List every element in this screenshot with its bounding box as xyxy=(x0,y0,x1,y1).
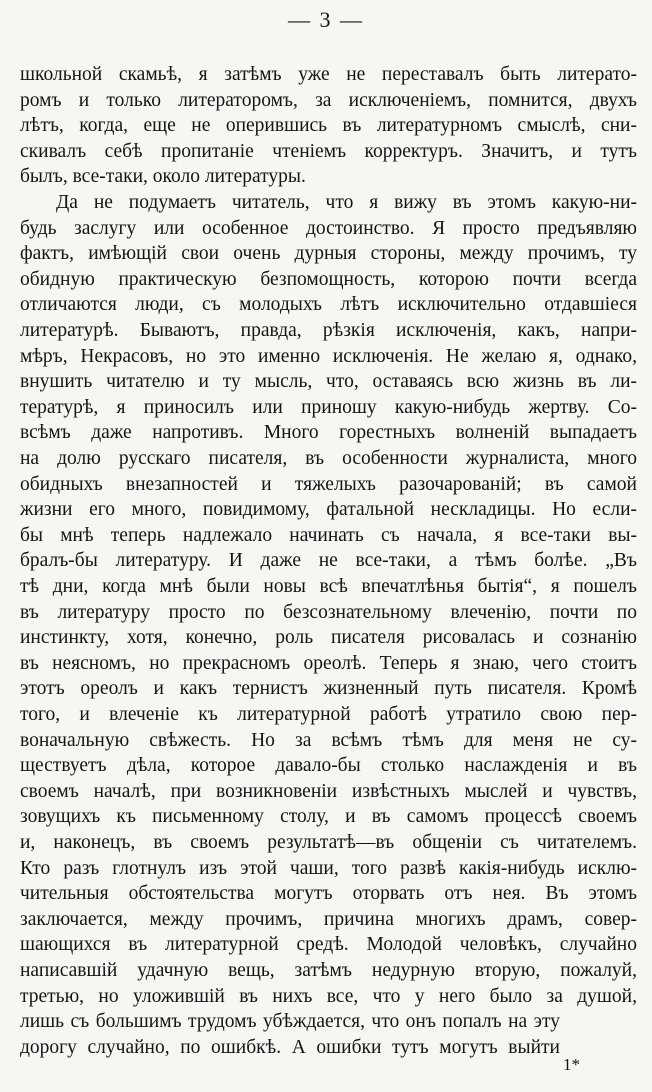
text-line: литературѣ. Бываютъ, правда, рѣзкія исключенія, какъ, напри- xyxy=(20,320,637,341)
text-line: внушить читателю и ту мысль, что, оставаясь всю жизнь въ ли- xyxy=(20,371,637,393)
text-line: фактъ, имѣющій свои очень дурныя стороны, между прочимъ, ту xyxy=(20,243,637,265)
text-line: ществуетъ дѣла, которое давало-бы столько наслажденія и въ xyxy=(20,755,637,777)
text-line: тѣ дни, когда мнѣ были новы всѣ впечатлѣнья бытія“, я пошелъ xyxy=(20,576,637,597)
text-line: бралъ-бы литературу. И даже не все-таки, а тѣмъ болѣе. „Въ xyxy=(20,550,637,572)
text-line: школьной скамьѣ, я затѣмъ уже не переставалъ быть литерато- xyxy=(20,64,637,85)
text-line: и, наконецъ, въ своемъ результатѣ—въ общеніи съ читателемъ. xyxy=(20,832,637,853)
text-line: всѣмъ даже напротивъ. Много горестныхъ волненій выпадаетъ xyxy=(20,422,637,444)
text-line: скивалъ себѣ пропитаніе чтеніемъ корректуръ. Значитъ, и тутъ xyxy=(20,140,637,162)
text-line: написавшій удачную вещь, затѣмъ недурную вторую, пожалуй, xyxy=(20,960,637,981)
text-line: обидную практическую безпомощность, которою почти всегда xyxy=(20,268,637,290)
text-line: былъ, все-таки, около литературы. xyxy=(20,166,306,188)
text-line: своемъ началѣ, при возникновеніи извѣстныхъ мыслей и чувствъ, xyxy=(20,780,637,802)
text-line: зовущихъ къ письменному столу, и въ самомъ процессѣ своемъ xyxy=(20,806,637,828)
text-line: жизни его много, повидимому, фатальной нескладицы. Но если- xyxy=(20,499,637,521)
text-line: на долю русскаго писателя, въ особенности журналиста, много xyxy=(20,448,637,469)
text-line: Да не подумаетъ читатель, что я вижу въ этомъ какую-ни- xyxy=(56,192,637,213)
text-line: лишь съ большимъ трудомъ убѣждается, что онъ попалъ на эту xyxy=(20,1011,560,1033)
text-line: инстинкту, хотя, конечно, роль писателя рисовалась и сознанію xyxy=(20,627,637,649)
text-line: будь заслугу или особенное достоинство. Я просто предъявляю xyxy=(20,217,637,239)
text-line: бы мнѣ теперь надлежало начинать съ начала, я все-таки вы- xyxy=(20,524,637,546)
text-line: Кто разъ глотнулъ изъ этой чаши, того развѣ какія-нибудь исклю- xyxy=(20,857,637,879)
text-line: мѣръ, Некрасовъ, но это именно исключенія. Не желаю я, однако, xyxy=(20,345,637,367)
text-line: лѣтъ, когда, еще не оперившись въ литературномъ смыслѣ, сни- xyxy=(20,115,637,137)
text-line: обидныхъ внезапностей и тяжелыхъ разочарованій; въ самой xyxy=(20,473,637,495)
page-number: — 3 — xyxy=(288,7,364,32)
text-line: шающихся въ литературной средѣ. Молодой человѣкъ, случайно xyxy=(20,934,637,956)
printer-signature-mark: 1* xyxy=(563,1055,580,1075)
text-line: воначальную свѣжесть. Но за всѣмъ тѣмъ для меня не су- xyxy=(20,729,637,751)
text-line: чительныя обстоятельства могутъ оторвать отъ нея. Въ этомъ xyxy=(20,883,637,905)
text-line: ромъ и только литераторомъ, за исключеніемъ, помнится, двухъ xyxy=(20,89,637,111)
text-line: дорогу случайно, по ошибкѣ. А ошибки тутъ могутъ выйти xyxy=(20,1036,560,1058)
text-line: этотъ ореолъ и какъ тернистъ жизненный путь писателя. Кромѣ xyxy=(20,678,637,700)
text-line: тературѣ, я приносилъ или приношу какую-нибудь жертву. Со- xyxy=(20,396,637,418)
text-line: третью, но уложившій въ нихъ все, что у него было за душой, xyxy=(20,985,637,1007)
text-line: того, и влеченіе къ литературной работѣ утратило свою пер- xyxy=(20,704,637,725)
text-line: въ неясномъ, но прекрасномъ ореолѣ. Теперь я знаю, чего стоитъ xyxy=(20,652,637,674)
text-line: заключается, между прочимъ, причина многихъ драмъ, совер- xyxy=(20,908,637,930)
text-line: отличаются люди, съ молодыхъ лѣтъ исключительно отдавшіеся xyxy=(20,294,637,316)
text-line: въ литературу просто по безсознательному влеченію, почти по xyxy=(20,601,637,623)
